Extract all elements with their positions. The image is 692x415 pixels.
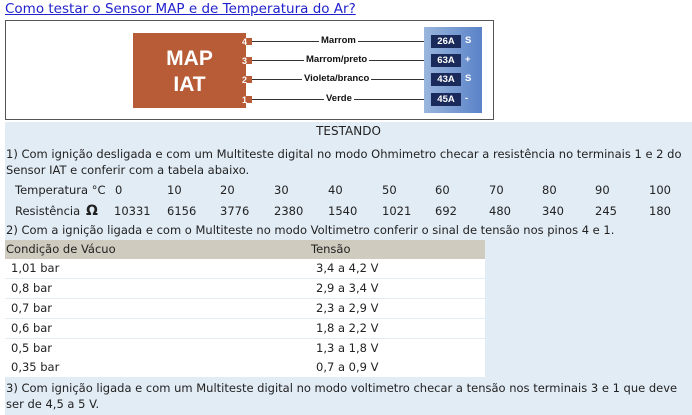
vacuum-cell: 0,35 bar — [11, 360, 60, 374]
resistance-value: 2380 — [274, 204, 304, 218]
temperature-value: 70 — [489, 183, 504, 197]
table-row — [5, 259, 485, 278]
testing-panel — [5, 122, 692, 415]
vacuum-table-header — [5, 240, 485, 259]
voltage-cell: 1,8 a 2,2 V — [316, 321, 379, 335]
ecu-pin: 45A — [431, 93, 461, 106]
wiring-diagram — [5, 20, 494, 120]
temperature-value: 50 — [382, 183, 397, 197]
vacuum-cell: 0,6 bar — [11, 321, 53, 335]
pin-number: 3 — [242, 56, 248, 66]
resistance-value: 245 — [595, 204, 617, 218]
wire-label: Violeta/branco — [304, 73, 370, 84]
step-1-text: 1) Com ignição desligada e com um Multiteste digital no modo Ohmimetro checar a resistência no terminais 1 e 2 do Sensor IAT e conferir com a tabela abaixo. — [6, 147, 682, 177]
table-row — [5, 358, 485, 377]
map-iat-sensor — [133, 33, 246, 108]
resistance-value: 692 — [435, 204, 457, 218]
vacuum-cell: 0,7 bar — [11, 301, 53, 315]
voltage-cell: 3,4 a 4,2 V — [316, 261, 379, 275]
voltage-cell: 2,9 a 3,4 V — [316, 281, 379, 295]
ecu-pin-symbol: S — [465, 73, 472, 84]
temperature-value: 80 — [542, 183, 557, 197]
voltage-cell: 1,3 a 1,8 V — [316, 341, 379, 355]
wire-label: Verde — [326, 93, 352, 104]
page-title-link[interactable]: Como testar o Sensor MAP e de Temperatura do Ar? — [5, 1, 356, 17]
wire-label: Marrom/preto — [306, 54, 368, 65]
resistance-value: 10331 — [114, 204, 151, 218]
temperature-value: 60 — [435, 183, 450, 197]
ohm-icon: Ω — [86, 203, 98, 219]
temperature-value: 30 — [274, 183, 289, 197]
table-row — [5, 279, 485, 298]
vacuum-cell: 0,5 bar — [11, 341, 53, 355]
resistance-value: 340 — [542, 204, 564, 218]
voltage-cell: 2,3 a 2,9 V — [316, 301, 379, 315]
step-2-text: 2) Com a ignição ligada e com o Multiteste no modo Voltimetro conferir o sinal de tensão nos pinos 4 e 1. — [6, 223, 615, 237]
voltage-cell: 0,7 a 0,9 V — [316, 360, 379, 374]
table-row — [5, 339, 485, 358]
ecu-pin-symbol: - — [465, 93, 469, 104]
resistance-value: 1021 — [382, 204, 412, 218]
pin-number: 4 — [242, 37, 248, 47]
resistance-value: 180 — [649, 204, 671, 218]
ecu-pin-symbol: S — [465, 35, 472, 46]
temperature-value: 20 — [220, 183, 235, 197]
vacuum-cell: 1,01 bar — [11, 261, 60, 275]
section-heading: TESTANDO — [316, 124, 381, 138]
ecu-pin: 26A — [431, 35, 461, 48]
resistance-value: 1540 — [328, 204, 358, 218]
resistance-label: Resistência — [15, 204, 81, 218]
ecu-pin: 43A — [431, 73, 461, 86]
pin-number: 1 — [242, 95, 248, 105]
temperature-value: 10 — [167, 183, 182, 197]
module-label-iat: IAT — [173, 73, 206, 96]
ecu-connector-block — [424, 27, 482, 113]
resistance-value: 6156 — [167, 204, 197, 218]
temperature-value: 90 — [595, 183, 610, 197]
resistance-value: 480 — [489, 204, 511, 218]
pin-number: 2 — [242, 75, 248, 85]
temperature-label: Temperatura °C — [15, 183, 106, 197]
step-3-text: 3) Com ignição ligada e com um Multiteste digital no modo voltimetro checar a tensão nos terminais 3 e 1 que deve ser de 4,5 a 5 V. — [6, 381, 678, 411]
voltage-column-header: Tensão — [311, 242, 351, 256]
vacuum-cell: 0,8 bar — [11, 281, 53, 295]
resistance-value: 3776 — [220, 204, 250, 218]
vacuum-column-header: Condição de Vácuo — [6, 242, 116, 256]
module-label-map: MAP — [166, 47, 213, 70]
table-row — [5, 319, 485, 338]
ecu-pin-symbol: + — [465, 54, 471, 65]
ecu-pin: 63A — [431, 54, 461, 67]
temperature-value: 40 — [328, 183, 343, 197]
temperature-value: 100 — [649, 183, 671, 197]
temperature-value: 0 — [115, 183, 123, 197]
resistance-row — [15, 202, 692, 220]
table-row — [5, 299, 485, 318]
temperature-row — [15, 181, 692, 199]
wire-label: Marrom — [321, 35, 356, 46]
